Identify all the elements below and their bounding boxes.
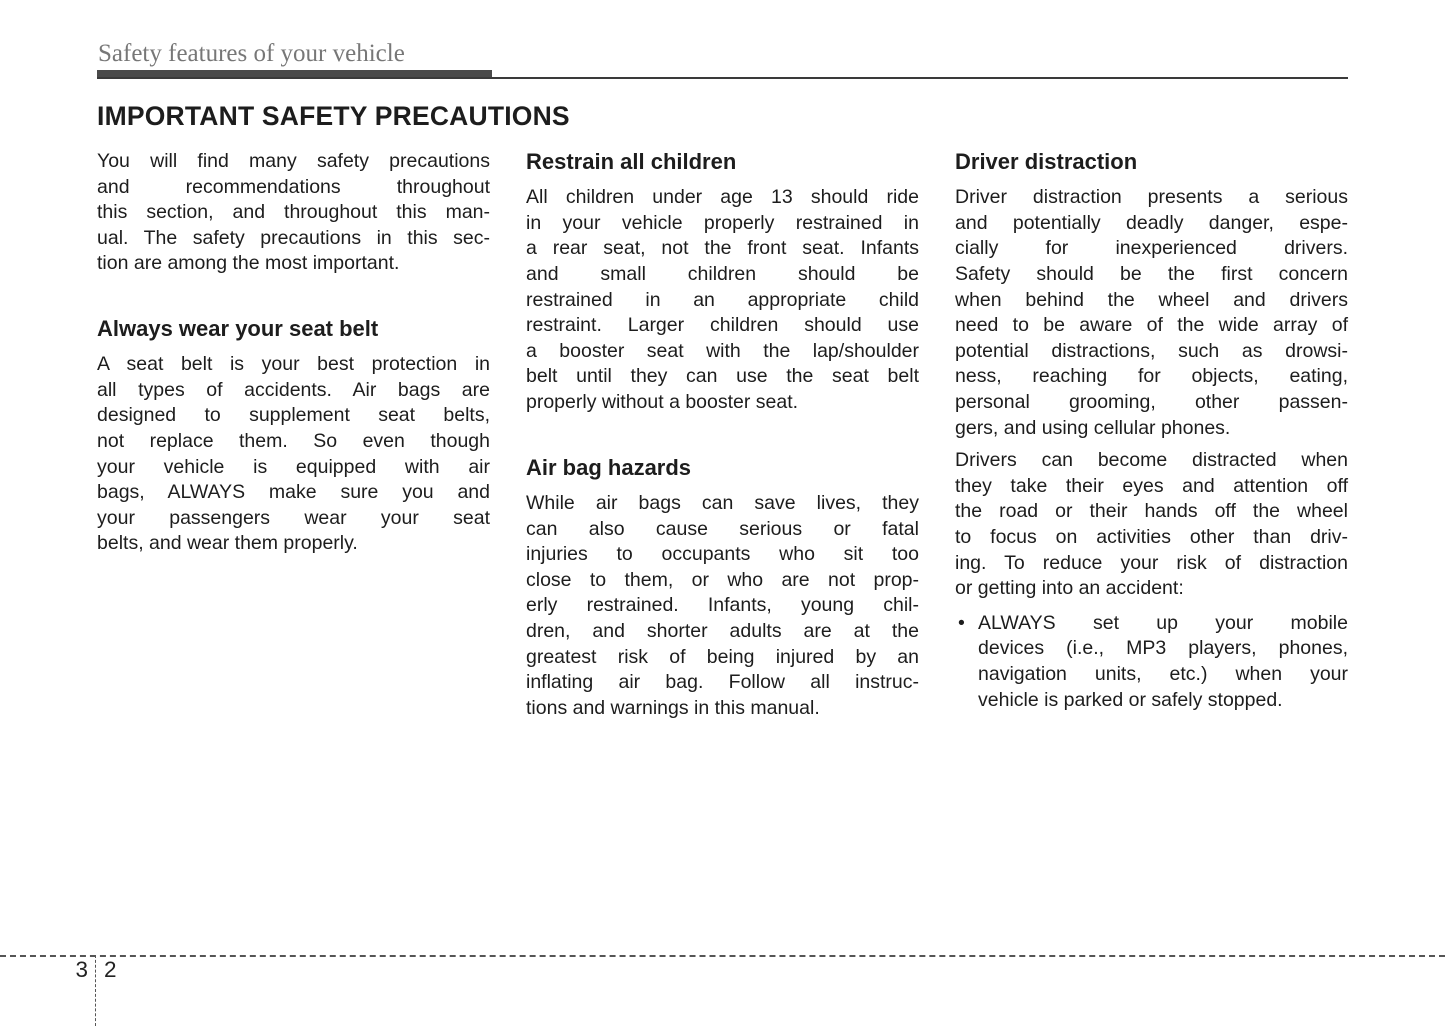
footer-crop-mark (95, 955, 96, 1026)
header-rule-line (97, 77, 1348, 79)
text-line: to focus on activities other than driv- (955, 526, 1348, 549)
bullet-list-item (955, 611, 1348, 713)
text-line: navigation units, etc.) when your (978, 662, 1348, 685)
text-line: designed to supplement seat belts, (97, 404, 490, 427)
section-heading-driver-distraction: Driver distraction (955, 149, 1138, 174)
text-line: Driver distraction presents a serious (955, 186, 1348, 209)
text-line: Safety should be the first concern (955, 263, 1348, 286)
footer-dashed-rule (0, 955, 1445, 957)
text-line: or getting into an accident: (955, 577, 1184, 600)
text-line: A seat belt is your best protection in (97, 353, 490, 376)
text-line: dren, and shorter adults are at the (526, 619, 919, 642)
bullet-icon: • (958, 611, 965, 634)
text-line: inflating air bag. Follow all instruc- (526, 671, 919, 694)
text-line: all types of accidents. Air bags are (97, 378, 490, 401)
text-line: greatest risk of being injured by an (526, 645, 919, 668)
text-line: the road or their hands off the wheel (955, 500, 1348, 523)
text-line: ness, reaching for objects, eating, (955, 365, 1348, 388)
text-line: and potentially deadly danger, espe- (955, 211, 1348, 234)
text-line: devices (i.e., MP3 players, phones, (978, 637, 1348, 660)
text-line: a rear seat, not the front seat. Infants (526, 237, 919, 260)
text-line: tion are among the most important. (97, 252, 400, 275)
text-line: You will find many safety precautions (97, 150, 490, 172)
section-heading-restrain-children: Restrain all children (526, 149, 737, 174)
driver-distraction-paragraph-2 (955, 448, 1348, 602)
air-bag-hazards-paragraph (526, 491, 919, 721)
chapter-number: 3 (75, 957, 88, 982)
text-line: restrained in an appropriate child (526, 288, 919, 311)
text-line: bags, ALWAYS make sure you and (97, 481, 490, 504)
text-line: vehicle is parked or safely stopped. (978, 688, 1283, 711)
text-line: belts, and wear them properly. (97, 532, 358, 555)
text-line: belt until they can use the seat belt (526, 365, 919, 388)
text-line: this section, and throughout this man- (97, 201, 490, 224)
header-title: Safety features of your vehicle (98, 40, 405, 67)
text-line: personal grooming, other passen- (955, 391, 1348, 414)
text-line: need to be aware of the wide array of (955, 314, 1348, 337)
page-number: 2 (104, 957, 117, 982)
text-columns (97, 149, 1349, 721)
seat-belt-paragraph (97, 352, 490, 557)
text-line: While air bags can save lives, they (526, 491, 919, 514)
page-content (97, 101, 1349, 721)
text-line: injuries to occupants who sit too (526, 543, 919, 566)
text-line: gers, and using cellular phones. (955, 416, 1231, 439)
bullet-item-paragraph (978, 611, 1348, 713)
text-line: Drivers can become distracted when (955, 449, 1348, 472)
section-heading-seat-belt: Always wear your seat belt (97, 315, 379, 341)
text-line: close to them, or who are not prop- (526, 568, 919, 591)
text-line: tions and warnings in this manual. (526, 696, 820, 719)
restrain-children-paragraph (526, 185, 919, 415)
text-line: ual. The safety precautions in this sec- (97, 226, 490, 249)
text-line: properly without a booster seat. (526, 391, 799, 414)
text-line: restraint. Larger children should use (526, 314, 919, 337)
text-line: ing. To reduce your risk of distraction (955, 551, 1348, 574)
text-line: in your vehicle properly restrained in (526, 211, 919, 234)
text-line: erly restrained. Infants, young chil- (526, 594, 919, 617)
text-line: when behind the wheel and drivers (955, 288, 1348, 311)
text-line: and recommendations throughout (97, 175, 490, 198)
text-line: your vehicle is equipped with air (97, 455, 490, 478)
text-line: cially for inexperienced drivers. (955, 237, 1348, 260)
column-2 (526, 149, 919, 721)
page-title: IMPORTANT SAFETY PRECAUTIONS (97, 101, 570, 131)
text-line: they take their eyes and attention off (955, 474, 1348, 497)
text-line: potential distractions, such as drowsi- (955, 339, 1348, 362)
text-line: can also cause serious or fatal (526, 517, 919, 540)
section-heading-air-bag-hazards: Air bag hazards (526, 454, 692, 480)
column-1 (97, 149, 490, 721)
driver-distraction-paragraph-1 (955, 185, 1348, 441)
text-line: All children under age 13 should ride (526, 186, 919, 209)
text-line: ALWAYS set up your mobile (978, 611, 1348, 634)
text-line: your passengers wear your seat (97, 506, 490, 529)
column-3 (955, 149, 1348, 721)
text-line: a booster seat with the lap/shoulder (526, 339, 919, 362)
text-line: not replace them. So even though (97, 430, 490, 453)
intro-paragraph (97, 149, 490, 277)
text-line: and small children should be (526, 263, 919, 286)
